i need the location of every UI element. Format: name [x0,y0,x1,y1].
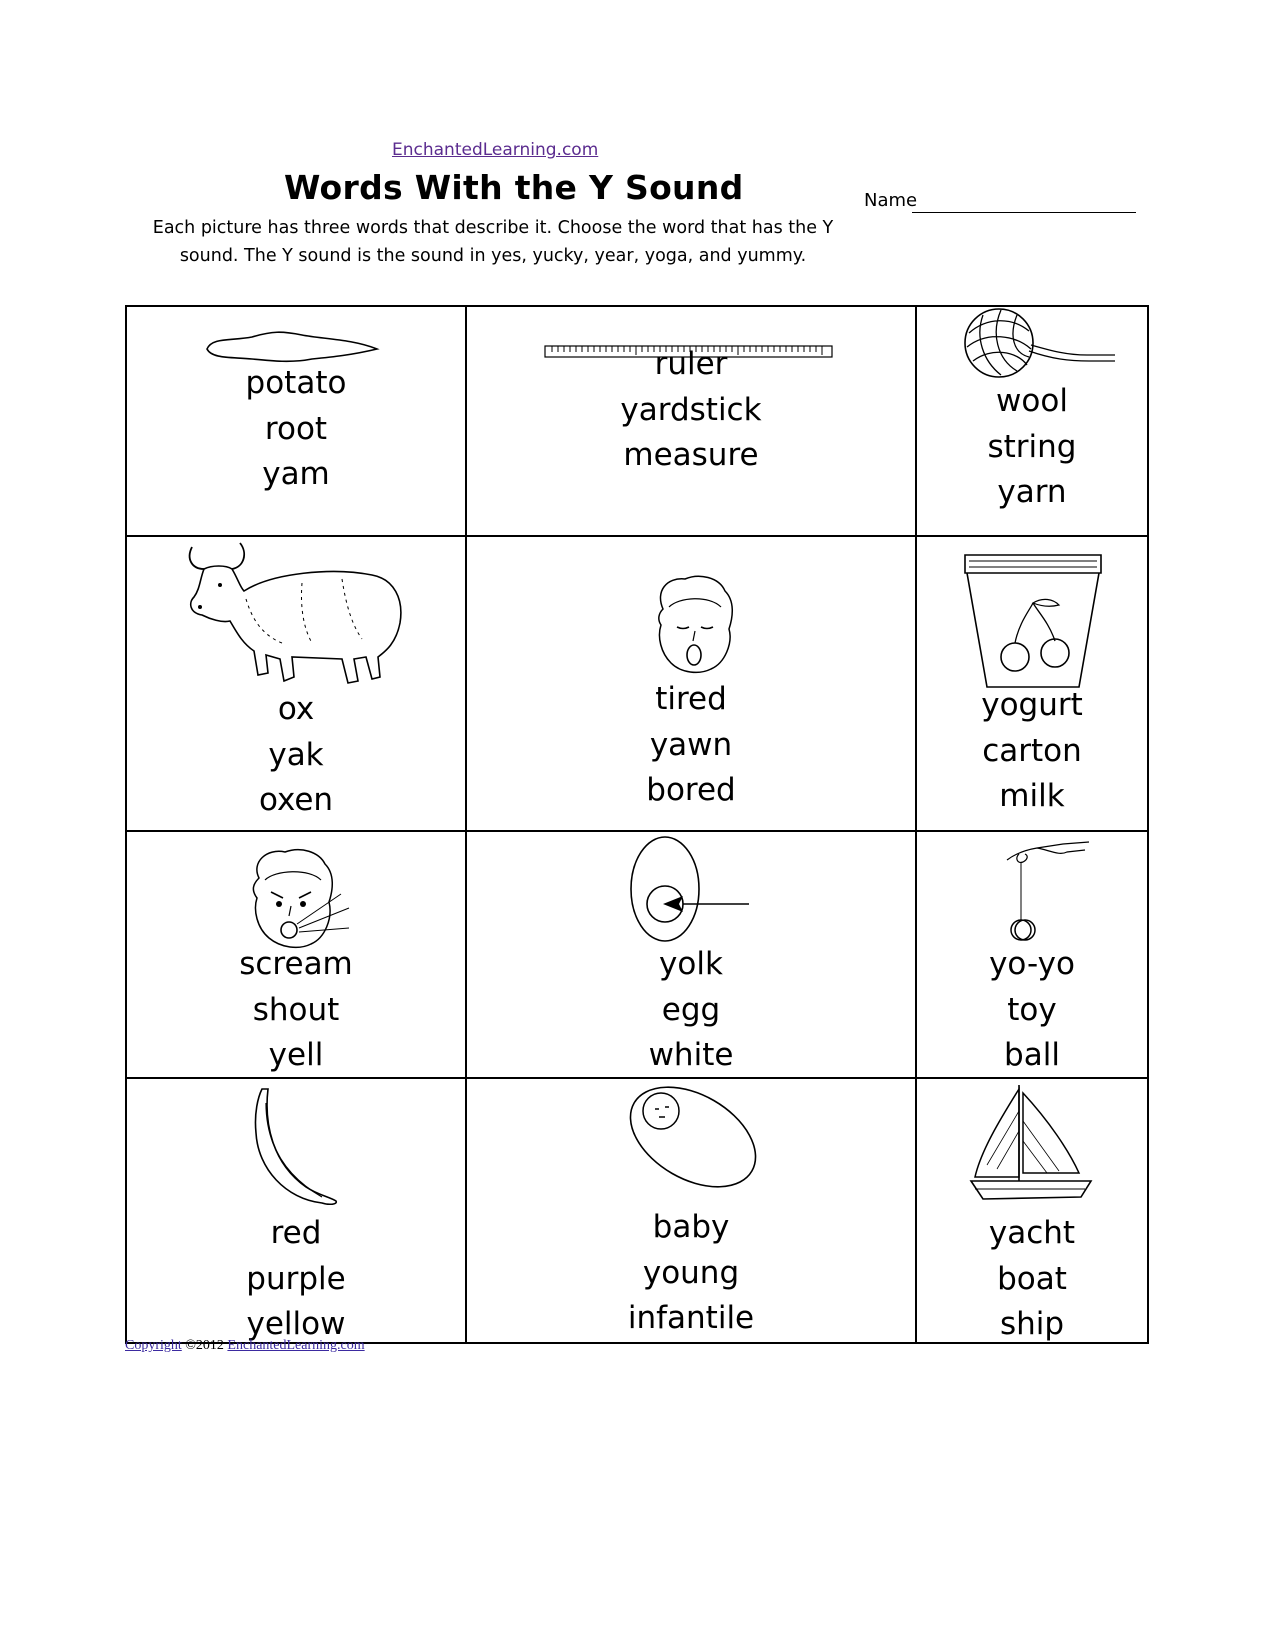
cell-banana [127,1079,467,1342]
word-option: boat [997,1260,1067,1297]
name-blank-line [912,212,1136,213]
word-option: yarn [997,474,1067,510]
cell-yak [127,537,467,832]
word-option: root [264,410,328,447]
word-option: toy [1007,991,1057,1028]
site-link[interactable]: EnchantedLearning.com [392,140,599,160]
footer [125,1338,365,1354]
word-option: milk [999,778,1065,814]
copyright-link[interactable]: Copyright [125,1338,182,1353]
footer-site-link[interactable]: EnchantedLearning.com [227,1338,365,1353]
egg-yolk-icon [629,834,751,944]
instructions: Each picture has three words that describe it. Choose the word that has the Y sound. The Y sound is the sound in yes, yucky, year, yoga, and yummy. [152,218,834,266]
cell-yell [127,832,467,1079]
baby-icon [625,1083,765,1193]
word-option: yell [268,1037,324,1073]
word-option: young [642,1254,740,1291]
word-option: measure [623,437,759,473]
word-option: oxen [258,782,334,818]
copyright-year: ©2012 [181,1338,228,1353]
word-option: baby [652,1209,730,1245]
word-option: shout [252,991,340,1028]
word-option: potato [245,365,347,401]
yarn-ball-icon [957,307,1117,379]
yo-yo-icon [997,838,1097,942]
word-option: yam [262,456,330,492]
word-option: yo-yo [989,946,1075,982]
word-option: bored [646,772,736,808]
word-option: ball [1004,1037,1060,1073]
word-option: ship [999,1306,1065,1342]
word-option: yawn [649,726,733,763]
cell-yacht [917,1079,1147,1342]
cell-yawn [467,537,917,832]
word-option: yellow [246,1306,346,1342]
cell-yam [127,307,467,537]
word-option: tired [655,681,727,717]
banana-icon [252,1083,342,1205]
word-option: red [270,1215,322,1251]
name-label: Name [864,190,918,211]
cell-yoyo [917,832,1147,1079]
yelling-face-icon [245,848,357,952]
cell-yarn [917,307,1147,537]
cell-yogurt [917,537,1147,832]
word-option: wool [996,383,1068,419]
word-option: white [648,1037,734,1073]
word-option: string [987,428,1077,465]
yogurt-cup-icon [959,547,1107,697]
word-option: yogurt [981,687,1083,723]
word-option: yardstick [620,391,762,428]
word-option: carton [982,732,1082,769]
cell-ruler [467,307,917,537]
word-option: yacht [988,1215,1076,1251]
sailboat-icon [969,1081,1095,1207]
cell-baby [467,1079,917,1342]
word-grid [125,305,1149,1344]
word-option: infantile [627,1300,755,1336]
word-option: purple [246,1260,346,1297]
word-option: yolk [659,946,723,982]
page-title: Words With the Y Sound [284,168,744,207]
word-option: ruler [654,346,728,382]
word-option: scream [239,946,353,982]
word-option: ox [277,691,315,727]
yawning-face-icon [649,573,741,677]
cell-yolk [467,832,917,1079]
word-option: egg [661,991,721,1028]
word-option: yak [268,736,324,773]
yak-icon [182,539,412,695]
